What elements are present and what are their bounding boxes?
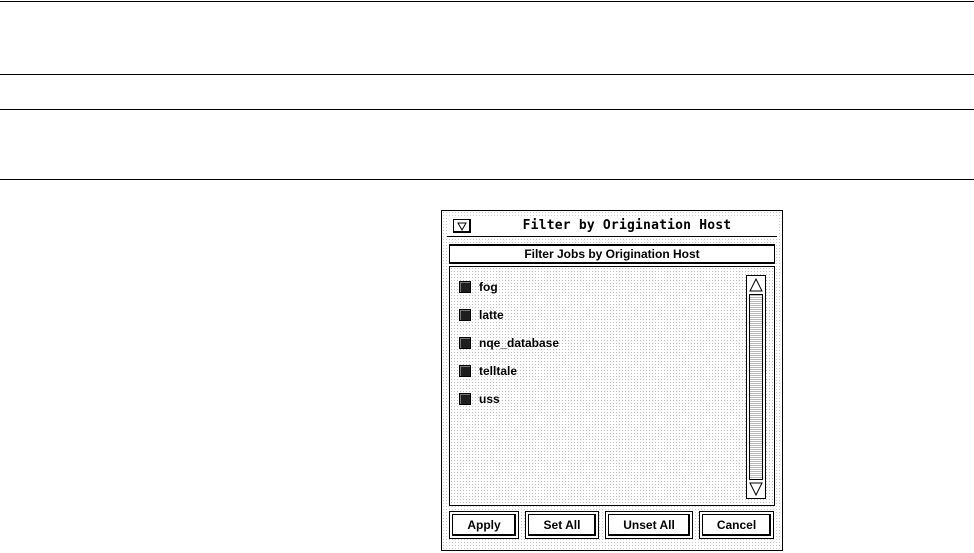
cancel-button-label: Cancel: [702, 514, 771, 536]
list-item[interactable]: [459, 273, 559, 301]
list-item[interactable]: [459, 329, 559, 357]
list-header: Filter Jobs by Origination Host: [449, 244, 775, 264]
triangle-down-icon: [457, 222, 467, 231]
host-label: latte: [479, 308, 504, 322]
checkbox[interactable]: [459, 365, 471, 377]
checkbox[interactable]: [459, 309, 471, 321]
list-item[interactable]: [459, 301, 559, 329]
cancel-button[interactable]: [699, 511, 774, 539]
apply-button-label: Apply: [452, 514, 516, 536]
divider-line: [0, 1, 974, 2]
host-list: [449, 266, 775, 506]
host-items: [459, 273, 559, 413]
checkbox[interactable]: [459, 393, 471, 405]
set-all-button[interactable]: [525, 511, 599, 539]
divider-line: [0, 74, 974, 75]
checkbox[interactable]: [459, 281, 471, 293]
host-label: uss: [479, 392, 500, 406]
unset-all-button-label: Unset All: [608, 514, 690, 536]
divider-line: [0, 179, 974, 180]
window-menu-button[interactable]: [453, 219, 471, 233]
scroll-trough[interactable]: [749, 294, 763, 480]
host-label: fog: [479, 280, 498, 294]
checkbox[interactable]: [459, 337, 471, 349]
window-title: Filter by Origination Host: [522, 218, 732, 233]
scroll-up-arrow-icon[interactable]: [748, 277, 764, 293]
list-item[interactable]: [459, 385, 559, 413]
set-all-button-label: Set All: [528, 514, 596, 536]
host-label: nqe_database: [479, 336, 560, 350]
apply-button[interactable]: [449, 511, 519, 539]
button-row: [449, 511, 775, 541]
filter-dialog: [441, 210, 783, 551]
unset-all-button[interactable]: [605, 511, 693, 539]
list-item[interactable]: [459, 357, 559, 385]
vertical-scrollbar[interactable]: [746, 275, 766, 499]
scroll-down-arrow-icon[interactable]: [748, 481, 764, 497]
host-label: telltale: [479, 364, 518, 378]
divider-line: [0, 109, 974, 110]
